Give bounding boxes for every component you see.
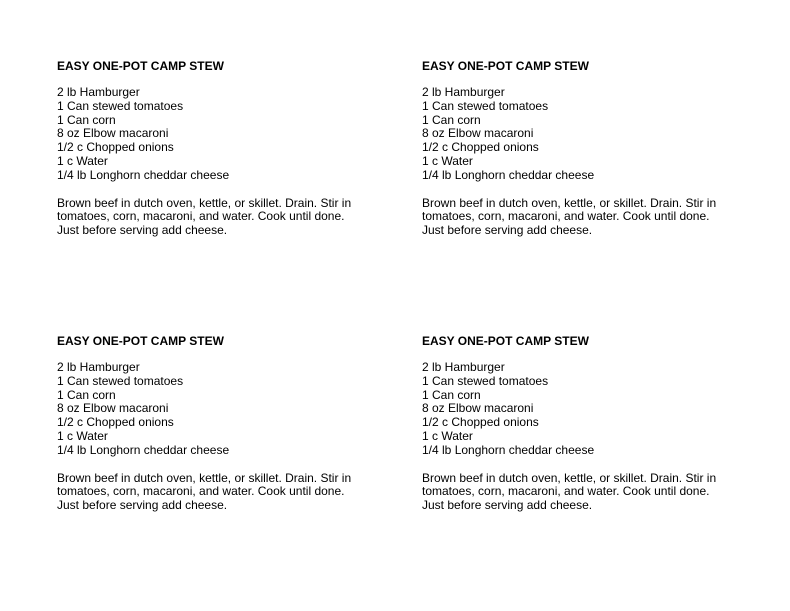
recipe-title: EASY ONE-POT CAMP STEW [422, 334, 589, 348]
ingredient-item: 1/2 c Chopped onions [57, 415, 174, 430]
ingredient-item: 1 Can stewed tomatoes [57, 98, 184, 113]
instruction-line: tomatoes, corn, macaroni, and water. Cook until done. [57, 209, 345, 224]
ingredient-item: 8 oz Elbow macaroni [57, 126, 169, 141]
instruction-line: Just before serving add cheese. [57, 497, 228, 512]
recipe-instructions [57, 472, 397, 513]
recipe-card-bottom-left [57, 333, 397, 512]
ingredient-item: 2 lb Hamburger [422, 360, 505, 374]
ingredient-item: 8 oz Elbow macaroni [422, 401, 534, 416]
ingredient-item: 1/4 lb Longhorn cheddar cheese [422, 167, 595, 182]
instruction-line: Just before serving add cheese. [422, 497, 593, 512]
ingredient-item: 1 c Water [57, 153, 108, 168]
ingredient-item: 2 lb Hamburger [57, 85, 140, 99]
instruction-line: tomatoes, corn, macaroni, and water. Cook until done. [57, 484, 345, 499]
ingredient-item: 1 Can stewed tomatoes [422, 373, 549, 388]
instruction-line: Brown beef in dutch oven, kettle, or skillet. Drain. Stir in [57, 195, 352, 210]
recipe-card-top-left [57, 58, 397, 237]
ingredient-item: 2 lb Hamburger [57, 360, 140, 374]
ingredient-item: 1/2 c Chopped onions [422, 140, 539, 155]
ingredient-item: 1 c Water [422, 153, 473, 168]
ingredient-item: 1 Can corn [422, 112, 481, 127]
recipe-title: EASY ONE-POT CAMP STEW [422, 59, 589, 73]
ingredient-item: 1 Can corn [422, 387, 481, 402]
ingredient-list [422, 86, 762, 183]
ingredient-item: 1/4 lb Longhorn cheddar cheese [422, 442, 595, 457]
recipe-card-bottom-right [422, 333, 762, 512]
recipe-instructions [422, 197, 762, 238]
instruction-line: Brown beef in dutch oven, kettle, or skillet. Drain. Stir in [57, 470, 352, 485]
ingredient-item: 1/4 lb Longhorn cheddar cheese [57, 167, 230, 182]
recipe-card-top-right [422, 58, 762, 237]
ingredient-item: 1 Can corn [57, 387, 116, 402]
recipe-instructions [422, 472, 762, 513]
instruction-line: Just before serving add cheese. [57, 222, 228, 237]
ingredient-item: 1 c Water [422, 428, 473, 443]
recipe-title: EASY ONE-POT CAMP STEW [57, 59, 224, 73]
ingredient-item: 1/4 lb Longhorn cheddar cheese [57, 442, 230, 457]
ingredient-list [57, 86, 397, 183]
ingredient-item: 8 oz Elbow macaroni [422, 126, 534, 141]
recipe-title: EASY ONE-POT CAMP STEW [57, 334, 224, 348]
ingredient-item: 1 Can stewed tomatoes [57, 373, 184, 388]
ingredient-item: 2 lb Hamburger [422, 85, 505, 99]
ingredient-item: 8 oz Elbow macaroni [57, 401, 169, 416]
instruction-line: Brown beef in dutch oven, kettle, or skillet. Drain. Stir in [422, 195, 717, 210]
ingredient-item: 1 c Water [57, 428, 108, 443]
ingredient-item: 1/2 c Chopped onions [57, 140, 174, 155]
recipe-instructions [57, 197, 397, 238]
ingredient-item: 1 Can stewed tomatoes [422, 98, 549, 113]
ingredient-list [422, 361, 762, 458]
ingredient-list [57, 361, 397, 458]
ingredient-item: 1 Can corn [57, 112, 116, 127]
instruction-line: Just before serving add cheese. [422, 222, 593, 237]
instruction-line: tomatoes, corn, macaroni, and water. Cook until done. [422, 484, 710, 499]
instruction-line: Brown beef in dutch oven, kettle, or skillet. Drain. Stir in [422, 470, 717, 485]
instruction-line: tomatoes, corn, macaroni, and water. Cook until done. [422, 209, 710, 224]
ingredient-item: 1/2 c Chopped onions [422, 415, 539, 430]
